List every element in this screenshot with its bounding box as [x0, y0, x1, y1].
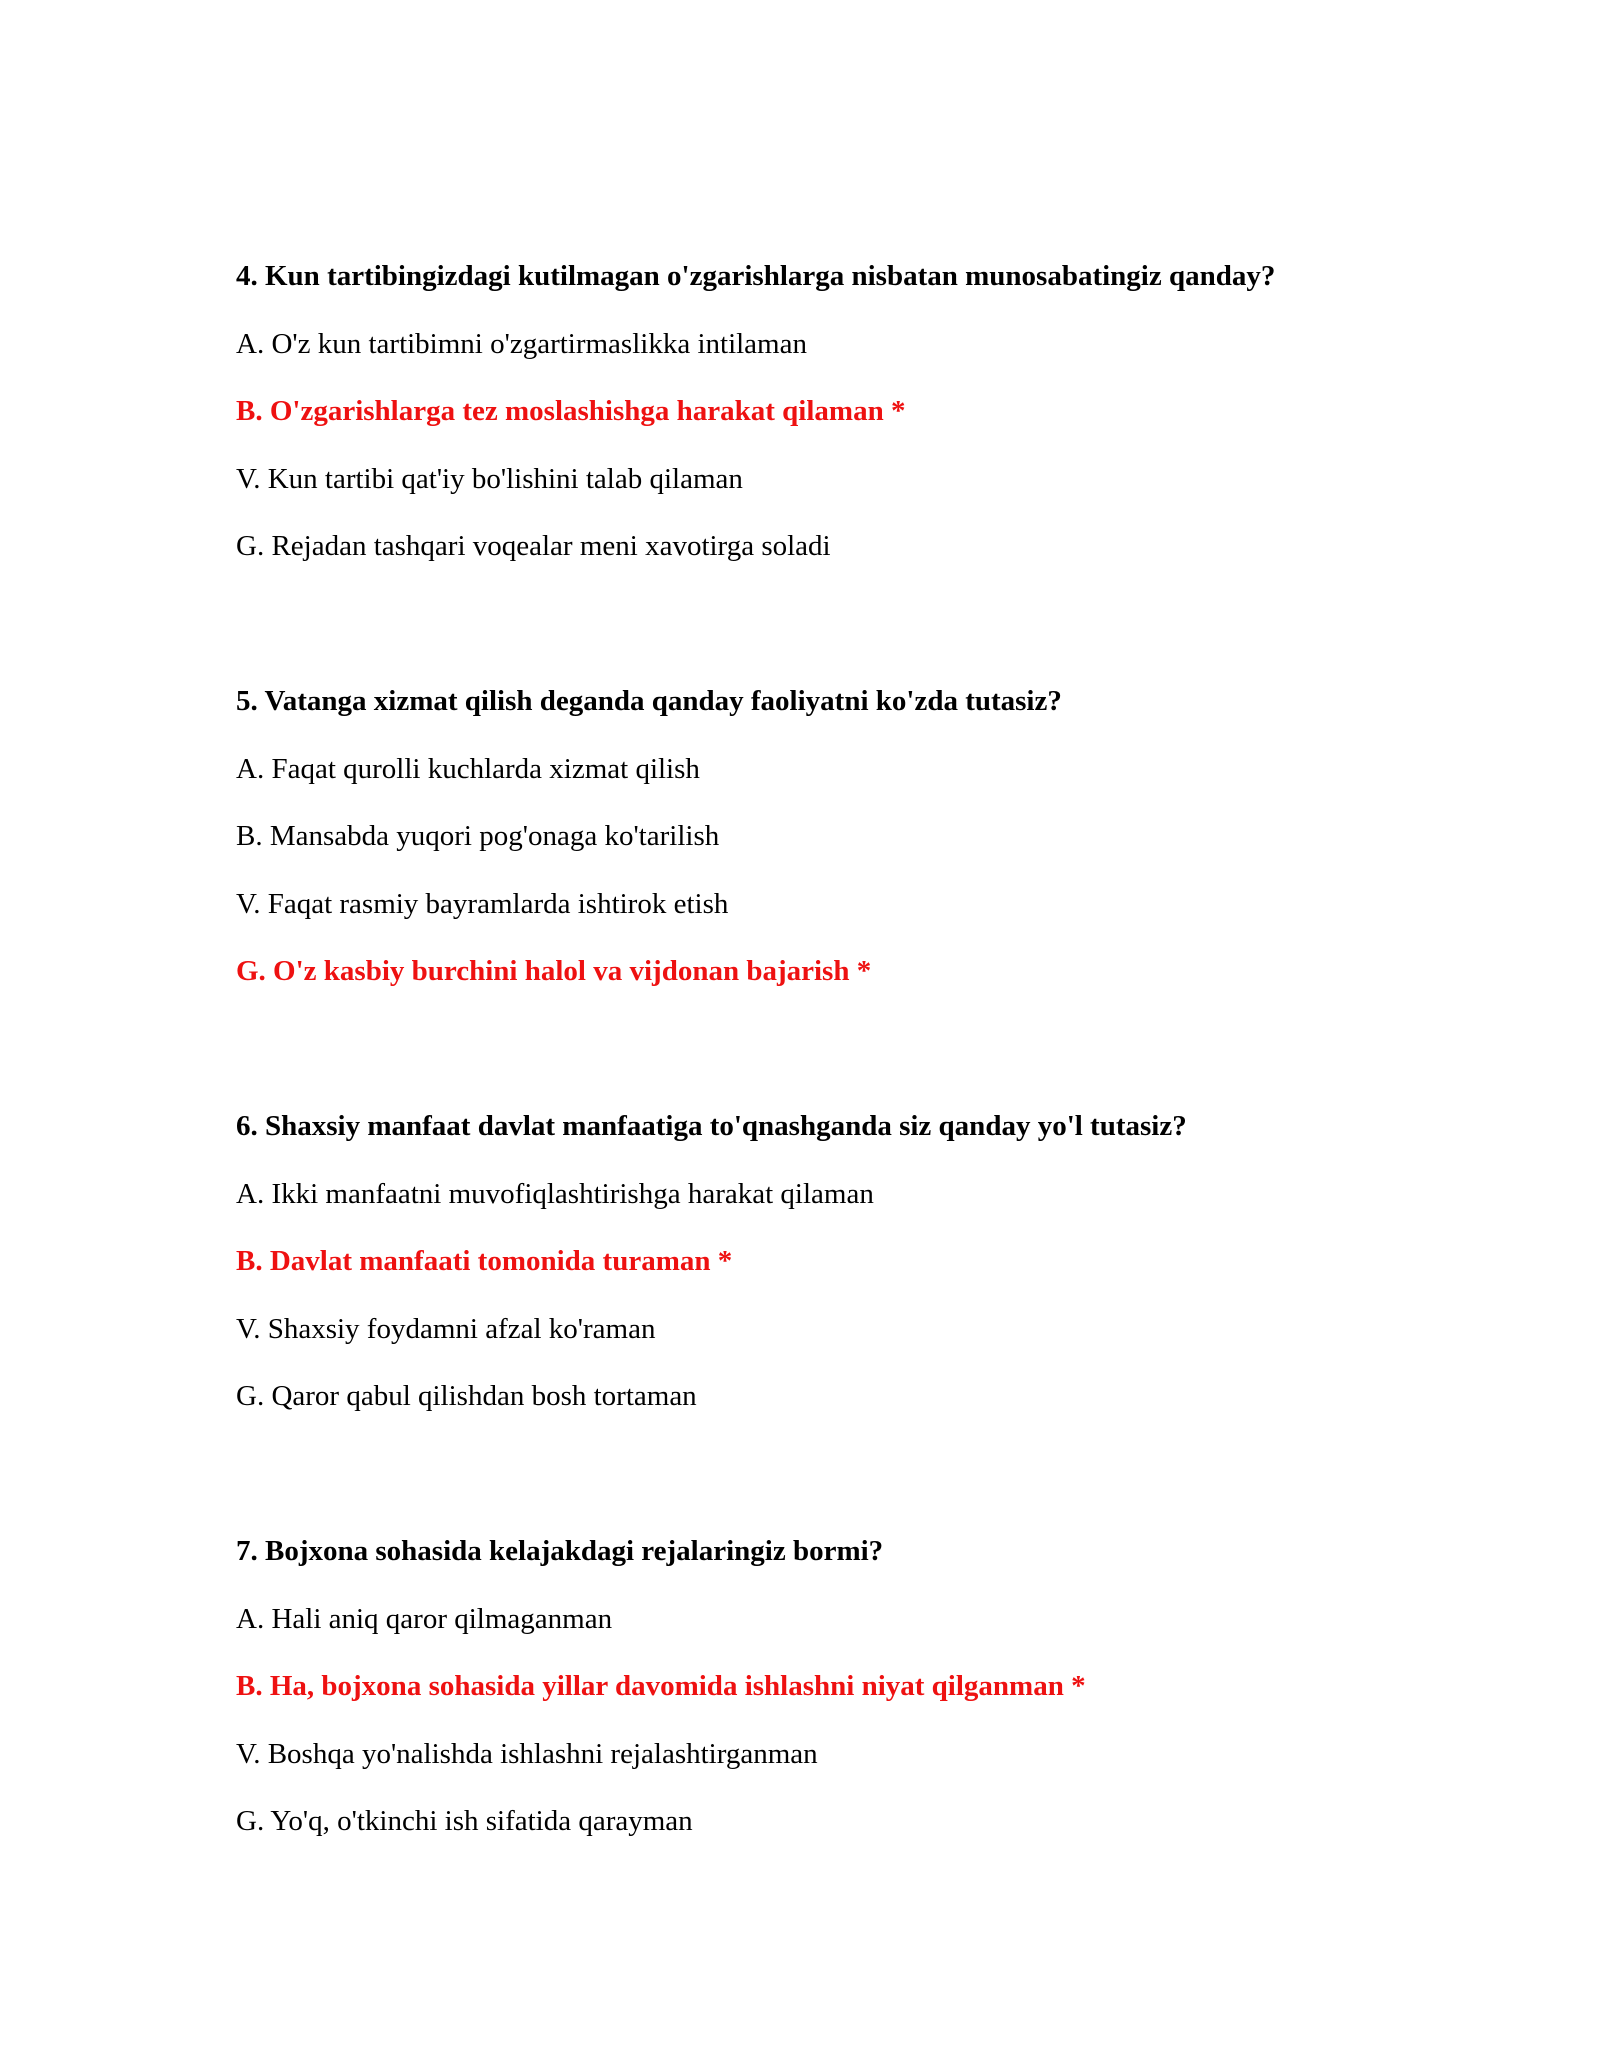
question-block-6: [236, 1098, 1436, 1424]
correct-answer-option: B. Ha, bojxona sohasida yillar davomida ishlashni niyat qilganman *: [236, 1670, 1086, 1702]
question-block-5: [236, 673, 1436, 999]
answer-option: G. Yo'q, o'tkinchi ish sifatida qarayman: [236, 1805, 693, 1837]
question-block-7: [236, 1523, 1436, 1849]
question-text: 6. Shaxsiy manfaat davlat manfaatiga to'qnashganda siz qanday yo'l tutasiz?: [236, 1110, 1187, 1142]
answer-option: A. Faqat qurolli kuchlarda xizmat qilish: [236, 752, 700, 785]
answer-option: G. Rejadan tashqari voqealar meni xavotirga soladi: [236, 530, 831, 562]
answer-option: A. Hali aniq qaror qilmaganman: [236, 1602, 613, 1635]
correct-answer-option: G. O'z kasbiy burchini halol va vijdonan bajarish *: [236, 955, 872, 987]
answer-option: G. Qaror qabul qilishdan bosh tortaman: [236, 1380, 697, 1412]
answer-option: V. Kun tartibi qat'iy bo'lishini talab qilaman: [236, 462, 743, 495]
question-block-4: [236, 248, 1436, 574]
question-text: 7. Bojxona sohasida kelajakdagi rejalaringiz bormi?: [236, 1535, 884, 1567]
answer-option: A. Ikki manfaatni muvofiqlashtirishga harakat qilaman: [236, 1177, 874, 1210]
answer-option: V. Shaxsiy foydamni afzal ko'raman: [236, 1312, 656, 1345]
answer-option: B. Mansabda yuqori pog'onaga ko'tarilish: [236, 820, 720, 852]
answer-option: V. Faqat rasmiy bayramlarda ishtirok etish: [236, 887, 729, 920]
correct-answer-option: B. O'zgarishlarga tez moslashishga harakat qilaman *: [236, 395, 906, 427]
answer-option: V. Boshqa yo'nalishda ishlashni rejalashtirganman: [236, 1737, 818, 1770]
correct-answer-option: B. Davlat manfaati tomonida turaman *: [236, 1245, 733, 1277]
document-page: [236, 248, 1436, 1849]
question-text: 5. Vatanga xizmat qilish deganda qanday faoliyatni ko'zda tutasiz?: [236, 685, 1062, 717]
question-text: 4. Kun tartibingizdagi kutilmagan o'zgarishlarga nisbatan munosabatingiz qanday?: [236, 260, 1276, 292]
answer-option: A. O'z kun tartibimni o'zgartirmaslikka intilaman: [236, 327, 807, 360]
